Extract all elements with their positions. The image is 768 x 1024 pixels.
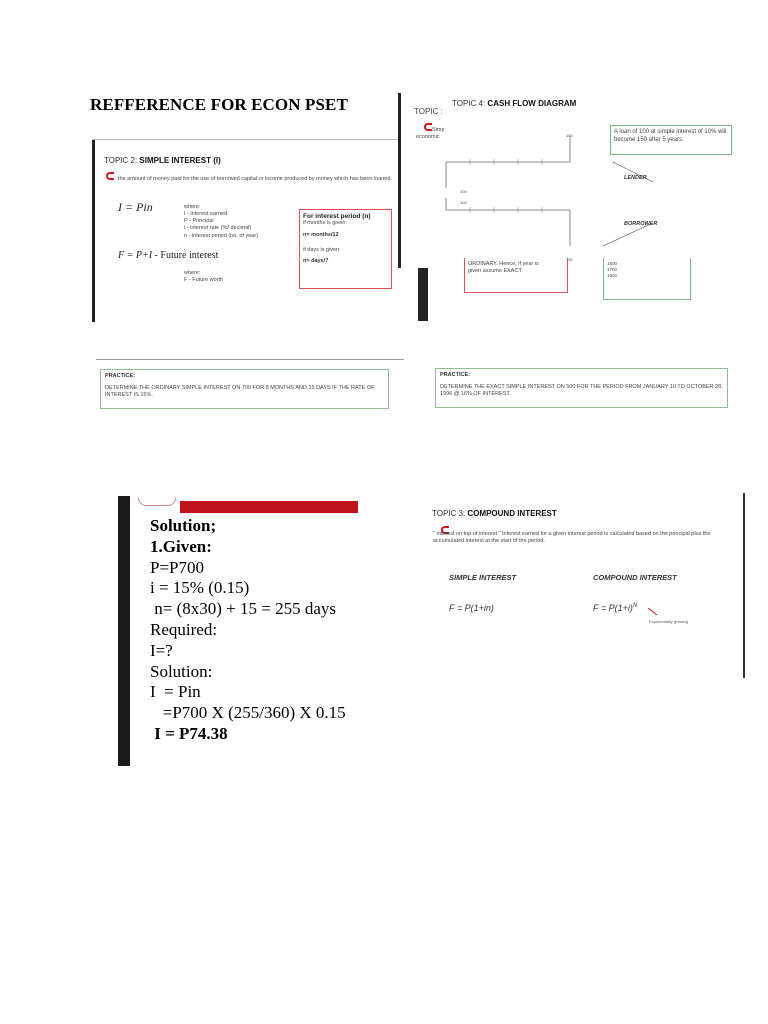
slide-topic-title: TOPIC 2: SIMPLE INTEREST (I) [104, 156, 221, 165]
label-lender: LENDER [624, 175, 647, 181]
slide-cash-flow [398, 93, 746, 321]
solution-line: P=P700 [150, 557, 204, 577]
slide-solution [118, 496, 360, 766]
cash-flow-diagram [438, 128, 746, 268]
slide-compound-interest [415, 493, 745, 678]
arrow-icon [647, 607, 659, 617]
hook-icon [424, 123, 432, 131]
solution-line: Required: [150, 619, 218, 639]
solution-answer: I = P74.38 [150, 723, 228, 743]
practice-card-exact [435, 368, 728, 408]
practice-text: DETERMINE THE EXACT SIMPLE INTEREST ON 500 FOR THE PERIOD FROM JANUARY 10 TO OCTOBER 28, 1996 @ 16% OF INTEREST. [440, 384, 723, 398]
practice-heading: PRACTICE: [105, 373, 135, 379]
practice-text: DETERMINE THE ORDINARY SIMPLE INTEREST ON 700 FOR 8 MONTHS AND 15 DAYS IF THE RATE OF INTEREST IS 15%. [105, 385, 375, 399]
solution-line: =P700 X (255/360) X 0.15 [150, 703, 346, 723]
label-borrower: BORROWER [624, 221, 658, 227]
formula-simple-interest: I = Pin [118, 200, 153, 214]
where-block-2: where: F - Future worth [184, 270, 224, 284]
practice-card-ordinary [100, 369, 389, 409]
interest-period-box: For interest period (n) if months is given: n= months/12 if days is given: n= days/? [299, 209, 392, 289]
partial-box-years: 1600 1700 1800 [603, 258, 691, 300]
hook-icon [106, 172, 114, 180]
slide-left-bar [118, 496, 130, 766]
where-block: where: I - interest earned P - Principal i - interest rate (%/ decimal) n - interest period (no. of year) [184, 204, 258, 239]
divider [96, 359, 404, 360]
slide-topic-title: TOPIC 4: CASH FLOW DIAGRAM [452, 99, 577, 108]
header-red-bar [180, 501, 358, 513]
value-top-right: 150 [566, 133, 573, 138]
slide-topic-title: TOPIC 3: COMPOUND INTEREST [432, 509, 557, 518]
solution-line: Solution: [150, 661, 213, 681]
exponential-note: Exponentially growing [649, 619, 688, 624]
slide-left-bar-bottom [418, 268, 428, 321]
solution-line: I=? [150, 640, 173, 660]
logo-icon [138, 498, 176, 506]
partial-text-2: economic [416, 134, 440, 140]
practice-heading: PRACTICE: [440, 372, 470, 378]
slide-left-bar [92, 140, 95, 322]
value-bottom-right: 150 [566, 257, 573, 262]
formula-simple: F = P(1+in) [449, 603, 494, 613]
column-heading-compound: COMPOUND INTEREST [593, 573, 677, 582]
column-heading-simple: SIMPLE INTEREST [449, 573, 517, 582]
partial-topic-title: TOPIC : [414, 107, 443, 116]
solution-line: i = 15% (0.15) [150, 578, 250, 598]
solution-given: 1.Given: [150, 536, 212, 556]
solution-heading: Solution; [150, 516, 217, 535]
value-left-mid: 100 [460, 200, 467, 205]
slide-right-bar [743, 493, 745, 678]
partial-text-1: Simp [432, 127, 445, 133]
partial-box-bottom: ORDINARY. Hence, if year is given assume EXACT [464, 258, 568, 293]
formula-compound: $F = P(1+i)^N$ [593, 603, 638, 613]
loan-info-box: A loan of 100 at simple interest of 10% will become 150 after 5 years. [610, 125, 732, 155]
slide-simple-interest [92, 139, 404, 322]
definition-text: " interest on top of interest." Interest earned for a given interest period is calculated based on the principal plus the accumulated interest at the start of the period. [433, 531, 711, 545]
value-left-top: 100 [460, 189, 467, 194]
definition-text: the amount of money paid for the use of borrowed capital or income produced by money which has been loaned. [118, 176, 392, 182]
solution-line: I = Pin [150, 682, 201, 702]
document-title: REFFERENCE FOR ECON PSET [90, 95, 348, 114]
slide-left-bar [398, 93, 401, 268]
solution-line: n= (8x30) + 15 = 255 days [150, 599, 336, 619]
solution-lines [150, 516, 346, 745]
formula-future: F = P+I - Future interest [118, 250, 219, 261]
